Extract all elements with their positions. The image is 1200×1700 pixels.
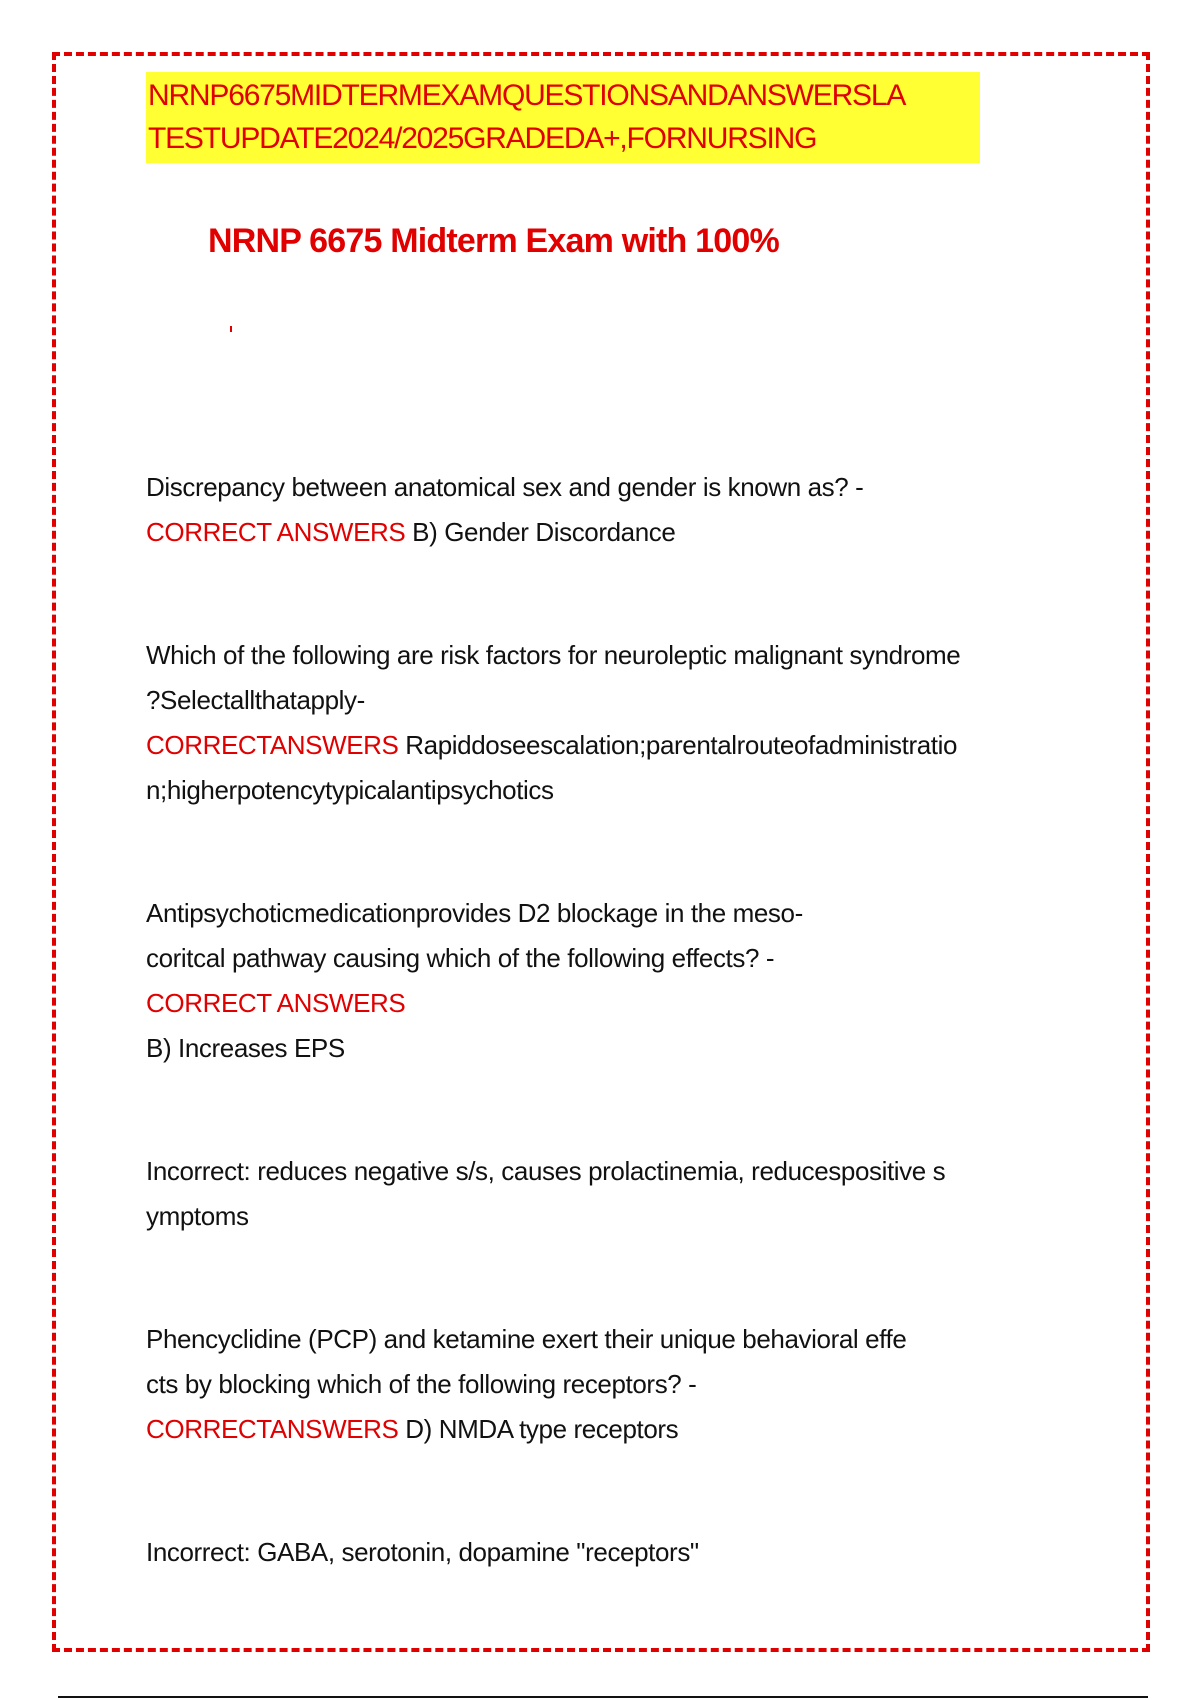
banner-line-1: NRNP6675MIDTERMEXAMQUESTIONSANDANSWERSLA xyxy=(148,79,906,112)
question-text: Discrepancy between anatomical sex and gender is known as? - xyxy=(146,472,864,502)
question-text: cts by blocking which of the following receptors? - xyxy=(146,1369,697,1399)
question-text: Antipsychoticmedicationprovides D2 blockage in the meso- xyxy=(146,898,803,928)
answer-text: B) Increases EPS xyxy=(146,1033,345,1063)
question-block-2 xyxy=(146,633,1076,813)
question-block-1 xyxy=(146,465,1076,555)
note-text: Incorrect: GABA, serotonin, dopamine "receptors" xyxy=(146,1537,699,1567)
incorrect-note-1 xyxy=(146,1149,1076,1239)
document-body xyxy=(146,465,1076,1575)
stray-mark xyxy=(230,326,232,332)
question-text: Phencyclidine (PCP) and ketamine exert their unique behavioral effe xyxy=(146,1324,907,1354)
question-text: ?Selectallthatapply- xyxy=(146,685,365,715)
note-text: ymptoms xyxy=(146,1201,249,1231)
banner-line-2: TESTUPDATE2024/2025GRADEDA+,FORNURSING xyxy=(148,122,817,155)
answer-line xyxy=(146,723,1076,768)
answer-line xyxy=(146,510,1076,555)
note-text: Incorrect: reduces negative s/s, causes prolactinemia, reducespositive s xyxy=(146,1156,946,1186)
question-text: Which of the following are risk factors for neuroleptic malignant syndrome xyxy=(146,640,961,670)
correct-answers-label: CORRECTANSWERS xyxy=(146,1414,399,1444)
answer-text: D) NMDA type receptors xyxy=(398,1414,679,1444)
bottom-divider xyxy=(58,1696,1148,1698)
document-banner xyxy=(146,72,980,163)
answer-line xyxy=(146,1407,1076,1452)
incorrect-note-2 xyxy=(146,1530,1076,1575)
question-text: coritcal pathway causing which of the following effects? - xyxy=(146,943,775,973)
answer-text: B) Gender Discordance xyxy=(405,517,676,547)
correct-answers-label: CORRECT ANSWERS xyxy=(146,988,406,1018)
question-block-3 xyxy=(146,891,1076,1071)
page-title: NRNP 6675 Midterm Exam with 100% xyxy=(208,222,779,260)
question-block-4 xyxy=(146,1317,1076,1452)
correct-answers-label: CORRECT ANSWERS xyxy=(146,517,406,547)
answer-text: n;higherpotencytypicalantipsychotics xyxy=(146,775,554,805)
correct-answers-label: CORRECTANSWERS xyxy=(146,730,399,760)
answer-text: Rapiddoseescalation;parentalrouteofadministratio xyxy=(398,730,958,760)
